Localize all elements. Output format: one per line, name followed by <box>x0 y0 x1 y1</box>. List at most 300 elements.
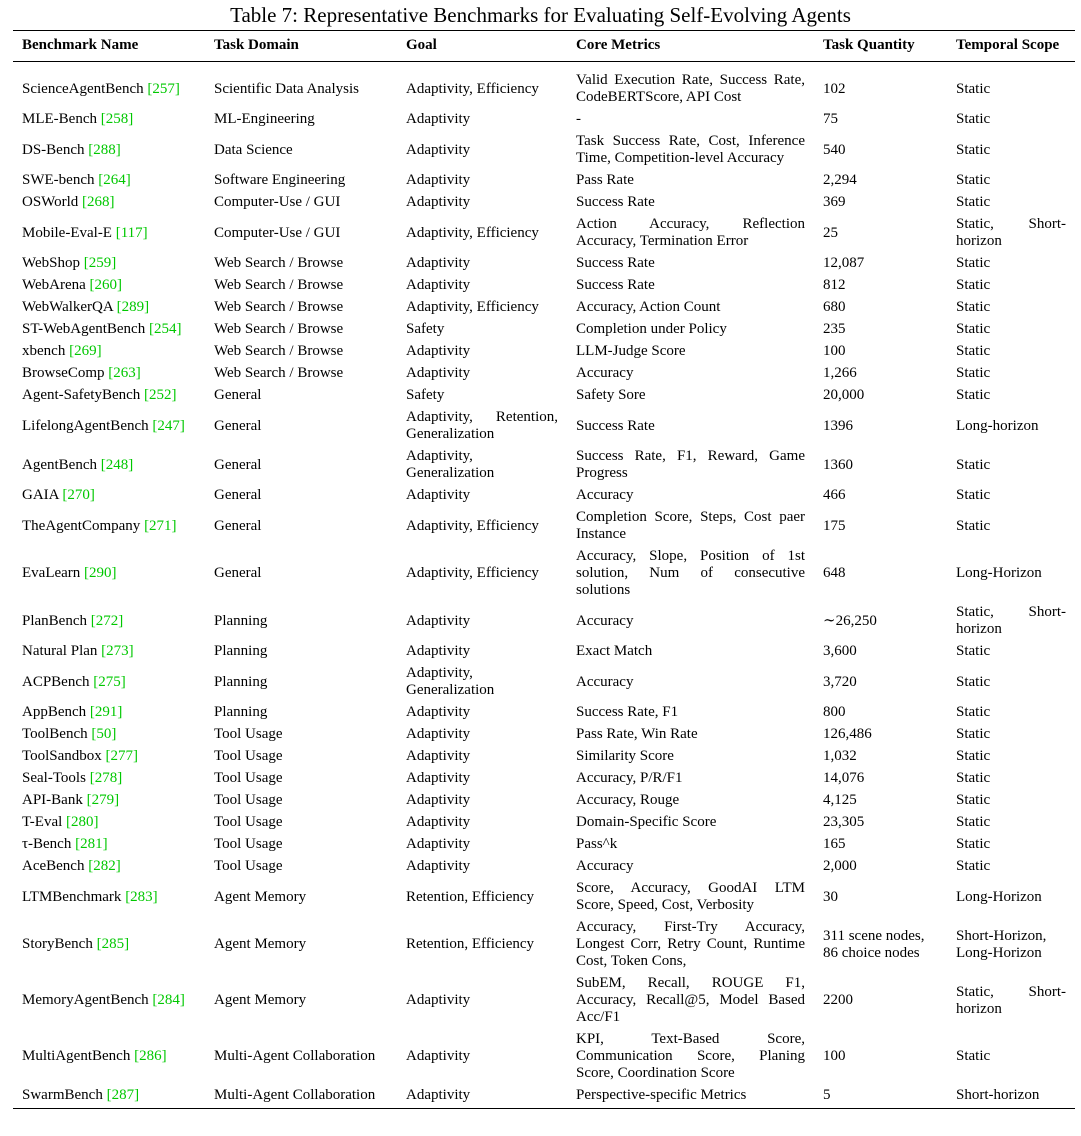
citation-link[interactable]: [287] <box>106 1087 140 1103</box>
scope-part: horizon <box>956 1000 1002 1017</box>
citation-link[interactable]: [271] <box>144 517 177 534</box>
table-row <box>13 109 1075 131</box>
cell-task-domain: Tool Usage <box>214 770 283 786</box>
citation-link[interactable]: [269] <box>69 343 102 359</box>
cell-core-metrics: Pass Rate <box>576 172 634 188</box>
cell-task-domain: Web Search / Browse <box>214 299 344 315</box>
cell-benchmark-name <box>13 275 205 297</box>
header-benchmark-name: Benchmark Name <box>22 37 139 53</box>
cell-benchmark-name <box>13 1085 205 1109</box>
table-row <box>13 1029 1075 1085</box>
cell-task-quantity: 235 <box>823 321 846 337</box>
citation-link[interactable]: [290] <box>84 565 117 581</box>
cell-goal: Adaptivity <box>406 770 471 786</box>
citation-link[interactable]: [273] <box>101 643 134 659</box>
cell-benchmark-name <box>13 641 205 663</box>
citation-link[interactable]: [248] <box>100 456 134 473</box>
cell-task-domain: Web Search / Browse <box>214 343 344 359</box>
cell-goal: Adaptivity <box>406 172 471 188</box>
table-row <box>13 812 1075 834</box>
cell-goal: Adaptivity <box>406 255 471 271</box>
benchmark-name: WebWalkerQA <box>22 299 113 315</box>
cell-task-domain: Planning <box>214 673 268 690</box>
cell-task-domain: Tool Usage <box>214 858 283 874</box>
table-row <box>13 917 1075 973</box>
benchmarks-table <box>13 30 1075 1109</box>
cell-temporal-scope <box>947 973 1075 1029</box>
cell-temporal-scope: Static <box>956 836 991 852</box>
cell-goal: Adaptivity <box>406 1048 471 1064</box>
table-row <box>13 170 1075 192</box>
cell-task-quantity: 100 <box>823 343 846 359</box>
cell-task-quantity: 23,305 <box>823 814 865 830</box>
cell-benchmark-name <box>13 297 205 319</box>
cell-goal: Adaptivity <box>406 643 471 659</box>
citation-link[interactable]: [268] <box>82 194 115 210</box>
cell-core-metrics: Safety Sore <box>576 387 646 403</box>
cell-task-quantity: 4,125 <box>823 792 857 808</box>
cell-task-quantity: 3,600 <box>823 643 857 659</box>
table-row <box>13 602 1075 641</box>
cell-task-quantity: 3,720 <box>823 673 857 690</box>
benchmark-name: T-Eval <box>22 814 63 830</box>
cell-benchmark-name <box>13 253 205 275</box>
cell-core-metrics: Completion Score, Steps, Cost paer Instance <box>576 509 805 542</box>
benchmark-name: Agent-SafetyBench <box>22 387 141 403</box>
benchmark-name: MemoryAgentBench <box>22 992 149 1008</box>
cell-benchmark-name <box>13 602 205 641</box>
cell-goal: Adaptivity <box>406 704 471 720</box>
cell-benchmark-name <box>13 341 205 363</box>
citation-link[interactable]: [257] <box>147 80 180 97</box>
cell-core-metrics: Accuracy, Action Count <box>576 299 721 315</box>
citation-link[interactable]: [259] <box>83 255 117 271</box>
cell-task-quantity: 1,266 <box>823 365 857 381</box>
benchmark-name: xbench <box>22 343 66 359</box>
cell-task-quantity: ∼26,250 <box>823 612 877 629</box>
table-row <box>13 385 1075 407</box>
benchmark-name: PlanBench <box>22 612 87 629</box>
cell-task-quantity: 466 <box>823 487 846 503</box>
citation-link[interactable]: [275] <box>93 673 126 690</box>
cell-benchmark-name <box>13 131 205 170</box>
citation-link[interactable]: [291] <box>89 704 123 720</box>
cell-task-quantity: 20,000 <box>823 387 865 403</box>
cell-benchmark-name <box>13 385 205 407</box>
cell-core-metrics: Score, Accuracy, GoodAI LTM Score, Speed, Cost, Verbosity <box>576 880 805 913</box>
cell-task-domain: Web Search / Browse <box>214 321 344 337</box>
table-row <box>13 446 1075 485</box>
cell-task-domain: Software Engineering <box>214 172 346 188</box>
cell-goal: Retention, Efficiency <box>406 888 535 905</box>
citation-link[interactable]: [277] <box>105 748 139 764</box>
citation-link[interactable]: [252] <box>144 387 177 403</box>
benchmark-name: ACPBench <box>22 673 90 690</box>
cell-task-quantity: 175 <box>823 517 846 534</box>
cell-goal: Adaptivity, Efficiency <box>406 565 539 581</box>
cell-task-quantity: 5 <box>823 1087 831 1103</box>
table-row <box>13 297 1075 319</box>
cell-task-domain: Planning <box>214 643 268 659</box>
cell-task-quantity: 2,000 <box>823 858 857 874</box>
cell-goal: Adaptivity <box>406 992 471 1008</box>
cell-task-domain: General <box>214 456 262 473</box>
cell-goal: Adaptivity <box>406 111 471 127</box>
benchmark-name: WebArena <box>22 277 86 293</box>
cell-core-metrics: Accuracy, First-Try Accuracy, Longest Corr, Retry Count, Runtime Cost, Token Cons, <box>576 919 805 969</box>
table-row <box>13 878 1075 917</box>
cell-goal: Adaptivity <box>406 748 471 764</box>
table-row <box>13 319 1075 341</box>
cell-core-metrics: SubEM, Recall, ROUGE F1, Accuracy, Recall@5, Model Based Acc/F1 <box>576 975 805 1025</box>
benchmark-name: Mobile-Eval-E <box>22 224 112 241</box>
citation-link[interactable]: [289] <box>116 299 150 315</box>
cell-temporal-scope: Static <box>956 141 991 158</box>
scope-part: horizon <box>956 621 1002 637</box>
cell-temporal-scope: Static <box>956 194 991 210</box>
cell-goal: Adaptivity <box>406 858 471 874</box>
citation-link[interactable]: [280] <box>66 814 99 830</box>
cell-temporal-scope: Static <box>956 172 991 188</box>
cell-task-domain: Computer-Use / GUI <box>214 194 341 210</box>
cell-task-quantity: 1396 <box>823 417 853 434</box>
cell-task-quantity: 812 <box>823 277 846 293</box>
cell-task-quantity: 25 <box>823 224 838 241</box>
cell-benchmark-name <box>13 812 205 834</box>
cell-goal: Adaptivity <box>406 365 471 381</box>
cell-temporal-scope: Static <box>956 456 991 473</box>
cell-temporal-scope: Long-Horizon <box>956 888 1042 905</box>
cell-temporal-scope: Long-horizon <box>956 417 1039 434</box>
table-row <box>13 1085 1075 1109</box>
cell-benchmark-name <box>13 62 205 109</box>
scope-part: Short- <box>1028 604 1066 620</box>
cell-temporal-scope: Static <box>956 673 991 690</box>
cell-goal: Safety <box>406 321 445 337</box>
table-row <box>13 407 1075 446</box>
cell-core-metrics: Accuracy <box>576 365 634 381</box>
cell-temporal-scope: Static <box>956 321 991 337</box>
cell-core-metrics: Valid Execution Rate, Success Rate, CodeBERTScore, API Cost <box>576 72 805 105</box>
benchmark-name: MultiAgentBench <box>22 1048 131 1064</box>
table-row <box>13 341 1075 363</box>
citation-link[interactable]: [260] <box>89 277 123 293</box>
cell-task-domain: Tool Usage <box>214 748 283 764</box>
header-task-quantity: Task Quantity <box>823 37 915 53</box>
cell-benchmark-name <box>13 170 205 192</box>
cell-core-metrics: Success Rate, F1 <box>576 704 679 720</box>
cell-task-domain: General <box>214 417 262 434</box>
cell-task-quantity: 369 <box>823 194 846 210</box>
cell-task-domain: Multi-Agent Collaboration <box>214 1087 376 1103</box>
table-row <box>13 702 1075 724</box>
table-row <box>13 746 1075 768</box>
header-task-domain: Task Domain <box>214 37 299 53</box>
cell-temporal-scope: Static <box>956 387 991 403</box>
benchmark-name: LTMBenchmark <box>22 888 122 905</box>
cell-task-domain: Planning <box>214 612 268 629</box>
citation-link[interactable]: [279] <box>86 792 120 808</box>
table-row <box>13 363 1075 385</box>
table-row <box>13 790 1075 812</box>
cell-task-domain: General <box>214 517 262 534</box>
scope-part: Static, <box>956 216 994 232</box>
cell-task-domain: Tool Usage <box>214 836 283 852</box>
table-row <box>13 192 1075 214</box>
table-row <box>13 275 1075 297</box>
scope-part: Short- <box>1028 216 1066 232</box>
cell-goal: Adaptivity <box>406 814 471 830</box>
benchmark-name: DS-Bench <box>22 141 85 158</box>
citation-link[interactable]: [270] <box>62 487 95 503</box>
benchmark-name: StoryBench <box>22 936 93 952</box>
citation-link[interactable]: [264] <box>98 172 131 188</box>
cell-task-quantity: 540 <box>823 141 846 158</box>
cell-task-domain: ML-Engineering <box>214 111 315 127</box>
citation-link[interactable]: [254] <box>148 321 182 337</box>
cell-temporal-scope <box>947 214 1075 253</box>
cell-task-quantity: 165 <box>823 836 846 852</box>
cell-task-domain: General <box>214 565 262 581</box>
cell-benchmark-name <box>13 856 205 878</box>
cell-goal: Adaptivity <box>406 612 471 629</box>
cell-benchmark-name <box>13 834 205 856</box>
cell-goal: Adaptivity, Efficiency <box>406 80 539 97</box>
cell-task-quantity: 14,076 <box>823 770 865 786</box>
cell-goal: Retention, Efficiency <box>406 936 535 952</box>
cell-core-metrics: - <box>576 111 581 127</box>
citation-link[interactable]: [50] <box>91 726 117 742</box>
cell-goal: Adaptivity, Efficiency <box>406 299 539 315</box>
benchmark-name: MLE-Bench <box>22 111 97 127</box>
cell-benchmark-name <box>13 724 205 746</box>
cell-task-quantity: 12,087 <box>823 255 865 271</box>
cell-task-domain: Tool Usage <box>214 792 283 808</box>
cell-temporal-scope: Static <box>956 1048 991 1064</box>
cell-temporal-scope: Static <box>956 858 991 874</box>
cell-goal: Adaptivity <box>406 792 471 808</box>
table-row <box>13 856 1075 878</box>
table-row <box>13 485 1075 507</box>
benchmark-name: BrowseComp <box>22 365 105 381</box>
benchmark-name: SWE-bench <box>22 172 95 188</box>
cell-core-metrics: Accuracy <box>576 673 634 690</box>
cell-goal: Adaptivity, Efficiency <box>406 517 539 534</box>
cell-goal: Adaptivity <box>406 141 471 158</box>
citation-link[interactable]: [258] <box>100 111 134 127</box>
cell-goal: Adaptivity <box>406 1087 471 1103</box>
citation-link[interactable]: [283] <box>125 888 158 905</box>
cell-temporal-scope: Static <box>956 726 991 742</box>
citation-link[interactable]: [272] <box>90 612 124 629</box>
cell-core-metrics: Accuracy, Rouge <box>576 792 680 808</box>
cell-task-domain: Web Search / Browse <box>214 277 344 293</box>
cell-benchmark-name <box>13 702 205 724</box>
benchmark-name: Seal-Tools <box>22 770 86 786</box>
scope-part: Static, <box>956 983 994 1000</box>
cell-temporal-scope: Short-Horizon, Long-Horizon <box>956 927 1047 961</box>
citation-link[interactable]: [247] <box>152 417 185 434</box>
cell-core-metrics: Action Accuracy, Reflection Accuracy, Termination Error <box>576 216 805 249</box>
cell-temporal-scope: Static <box>956 80 991 97</box>
cell-benchmark-name <box>13 485 205 507</box>
table-row <box>13 641 1075 663</box>
cell-temporal-scope: Static <box>956 299 991 315</box>
cell-goal: Adaptivity <box>406 194 471 210</box>
table-row <box>13 834 1075 856</box>
header-row <box>13 31 1075 62</box>
table-caption: Table 7: Representative Benchmarks for Evaluating Self-Evolving Agents <box>230 3 851 27</box>
benchmark-name: OSWorld <box>22 194 79 210</box>
table-row <box>13 507 1075 546</box>
table-row <box>13 768 1075 790</box>
cell-benchmark-name <box>13 790 205 812</box>
cell-core-metrics: Success Rate, F1, Reward, Game Progress <box>576 448 805 481</box>
cell-core-metrics: Success Rate <box>576 194 655 210</box>
cell-core-metrics: Success Rate <box>576 417 655 434</box>
cell-benchmark-name <box>13 746 205 768</box>
cell-task-quantity: 680 <box>823 299 846 315</box>
cell-goal: Safety <box>406 387 445 403</box>
cell-core-metrics: LLM-Judge Score <box>576 343 686 359</box>
cell-task-domain: Computer-Use / GUI <box>214 224 341 241</box>
cell-benchmark-name <box>13 768 205 790</box>
cell-task-domain: Scientific Data Analysis <box>214 80 359 97</box>
citation-link[interactable]: [282] <box>88 858 121 874</box>
benchmark-name: TheAgentCompany <box>22 517 141 534</box>
cell-core-metrics: Accuracy <box>576 612 634 629</box>
cell-benchmark-name <box>13 407 205 446</box>
cell-task-domain: General <box>214 487 262 503</box>
citation-link[interactable]: [286] <box>134 1048 167 1064</box>
cell-core-metrics: Perspective-specific Metrics <box>576 1087 747 1103</box>
cell-task-domain: General <box>214 387 262 403</box>
cell-benchmark-name <box>13 917 205 973</box>
cell-temporal-scope: Static <box>956 111 991 127</box>
cell-task-domain: Agent Memory <box>214 888 307 905</box>
cell-temporal-scope: Static <box>956 748 991 764</box>
table-row <box>13 253 1075 275</box>
header-core-metrics: Core Metrics <box>576 37 661 53</box>
citation-link[interactable]: [288] <box>88 141 121 158</box>
header-temporal-scope: Temporal Scope <box>956 37 1060 53</box>
cell-goal: Adaptivity, Generalization <box>406 665 495 698</box>
table-row <box>13 724 1075 746</box>
cell-task-domain: Web Search / Browse <box>214 365 344 381</box>
cell-core-metrics: Pass Rate, Win Rate <box>576 726 698 742</box>
cell-temporal-scope: Long-Horizon <box>956 565 1042 581</box>
cell-task-domain: Web Search / Browse <box>214 255 344 271</box>
cell-temporal-scope: Static <box>956 277 991 293</box>
cell-core-metrics: Success Rate <box>576 277 655 293</box>
cell-core-metrics: Accuracy <box>576 487 634 503</box>
cell-temporal-scope: Static <box>956 517 991 534</box>
benchmark-name: ScienceAgentBench <box>22 80 144 97</box>
cell-task-quantity: 102 <box>823 80 846 97</box>
cell-goal: Adaptivity, Generalization <box>406 448 495 481</box>
table-row <box>13 546 1075 602</box>
cell-goal: Adaptivity <box>406 277 471 293</box>
cell-task-domain: Multi-Agent Collaboration <box>214 1048 376 1064</box>
table-row <box>13 973 1075 1029</box>
cell-goal: Adaptivity <box>406 487 471 503</box>
table-row <box>13 131 1075 170</box>
benchmark-name: SwarmBench <box>22 1087 103 1103</box>
header-goal: Goal <box>406 37 437 53</box>
cell-temporal-scope: Static <box>956 343 991 359</box>
cell-core-metrics: Accuracy, Slope, Position of 1st solution, Num of consecutive solutions <box>576 548 805 598</box>
cell-task-quantity: 126,486 <box>823 726 872 742</box>
cell-task-domain: Agent Memory <box>214 936 307 952</box>
benchmark-name: ToolSandbox <box>22 748 102 764</box>
cell-temporal-scope: Static <box>956 643 991 659</box>
cell-task-quantity: 648 <box>823 565 846 581</box>
cell-benchmark-name <box>13 1029 205 1085</box>
cell-benchmark-name <box>13 363 205 385</box>
table-body <box>13 62 1075 1109</box>
citation-link[interactable]: [278] <box>89 770 123 786</box>
cell-benchmark-name <box>13 546 205 602</box>
cell-core-metrics: Accuracy, P/R/F1 <box>576 770 683 786</box>
benchmark-name: τ-Bench <box>22 836 72 852</box>
cell-temporal-scope: Short-horizon <box>956 1087 1040 1103</box>
citation-link[interactable]: [263] <box>108 365 141 381</box>
cell-task-domain: Tool Usage <box>214 726 283 742</box>
cell-goal: Adaptivity, Efficiency <box>406 224 539 241</box>
cell-benchmark-name <box>13 973 205 1029</box>
citation-link[interactable]: [284] <box>152 992 185 1008</box>
benchmark-name: WebShop <box>22 255 80 271</box>
cell-task-domain: Tool Usage <box>214 814 283 830</box>
citation-link[interactable]: [285] <box>96 936 130 952</box>
cell-task-quantity: 30 <box>823 888 838 905</box>
cell-task-quantity: 311 scene nodes, 86 choice nodes <box>823 927 925 961</box>
cell-benchmark-name <box>13 878 205 917</box>
cell-benchmark-name <box>13 192 205 214</box>
cell-goal: Adaptivity <box>406 343 471 359</box>
cell-goal: Adaptivity, Retention, Generalization <box>406 409 558 442</box>
benchmark-name: AgentBench <box>22 456 97 473</box>
cell-core-metrics: Completion under Policy <box>576 321 727 337</box>
cell-task-domain: Data Science <box>214 141 293 158</box>
cell-goal: Adaptivity <box>406 726 471 742</box>
cell-core-metrics: Exact Match <box>576 643 653 659</box>
cell-core-metrics: KPI, Text-Based Score, Communication Score, Planing Score, Coordination Score <box>576 1031 805 1081</box>
cell-task-quantity: 100 <box>823 1048 846 1064</box>
cell-benchmark-name <box>13 663 205 702</box>
table-row <box>13 214 1075 253</box>
cell-task-quantity: 75 <box>823 111 838 127</box>
cell-temporal-scope: Static <box>956 704 991 720</box>
cell-task-quantity: 1,032 <box>823 748 857 764</box>
cell-core-metrics: Success Rate <box>576 255 655 271</box>
cell-benchmark-name <box>13 319 205 341</box>
cell-temporal-scope: Static <box>956 255 991 271</box>
benchmark-name: Natural Plan <box>22 643 98 659</box>
cell-temporal-scope: Static <box>956 770 991 786</box>
citation-link[interactable]: [281] <box>75 836 108 852</box>
cell-goal: Adaptivity <box>406 836 471 852</box>
scope-part: Static, <box>956 604 994 620</box>
cell-temporal-scope: Static <box>956 365 991 381</box>
benchmark-name: ST-WebAgentBench <box>22 321 146 337</box>
cell-temporal-scope: Static <box>956 814 991 830</box>
benchmark-name: EvaLearn <box>22 565 81 581</box>
benchmark-name: LifelongAgentBench <box>22 417 149 434</box>
table-row <box>13 663 1075 702</box>
benchmark-name: GAIA <box>22 487 59 503</box>
citation-link[interactable]: [117] <box>115 224 148 241</box>
